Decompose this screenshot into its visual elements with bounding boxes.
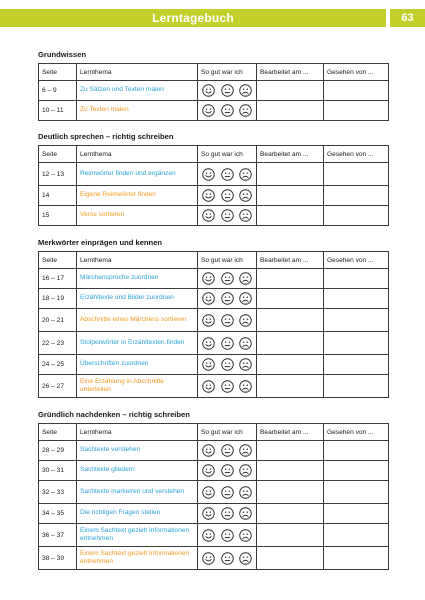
mood-rating [201,189,253,202]
pages-cell: 18 – 19 [39,289,77,309]
sad-face-icon[interactable] [239,529,252,542]
topic-link[interactable]: Zu Texten malen [80,106,129,114]
table-row [39,289,389,309]
section-title: Gründlich nachdenken – richtig schreiben [38,410,190,419]
topic-link[interactable]: Sachtexte verstehen [80,446,141,454]
header-topic: Lernthema [77,64,198,81]
table-row [39,481,389,504]
seen-by-cell[interactable] [324,332,389,355]
topic-link[interactable]: Verse sortieren [80,211,125,219]
seen-by-cell[interactable] [324,547,389,570]
mood-cell [198,101,257,121]
section-title: Deutlich sprechen – richtig schreiben [38,132,174,141]
header-mood: So gut war ich [198,64,257,81]
learning-log-table [38,423,389,570]
topic-link[interactable]: Überschriften zuordnen [80,360,149,368]
pages-cell: 14 [39,186,77,206]
mood-cell [198,186,257,206]
mood-cell [198,461,257,481]
seen-by-cell[interactable] [324,524,389,547]
table-row [39,309,389,332]
topic-link[interactable]: Sachtexte markieren und verstehen [80,487,185,495]
sad-face-icon[interactable] [239,358,252,371]
mood-rating [201,444,253,457]
neutral-face-icon[interactable] [221,358,234,371]
table-row [39,504,389,524]
happy-face-icon[interactable] [202,380,215,393]
topic-link[interactable]: Reimwörter finden und ergänzen [80,169,176,177]
mood-cell [198,355,257,375]
section-title: Merkwörter einprägen und kennen [38,238,163,247]
done-date-cell[interactable] [257,355,324,375]
table-header-row [39,146,389,163]
table-row [39,441,389,461]
pages-cell: 34 – 35 [39,504,77,524]
mood-rating [201,380,253,393]
done-date-cell[interactable] [257,81,324,101]
pages-cell: 24 – 25 [39,355,77,375]
happy-face-icon[interactable] [202,292,215,305]
table-row [39,524,389,547]
mood-rating [201,464,253,477]
header-seen-by: Gesehen von ... [324,424,389,441]
pages-cell: 28 – 29 [39,441,77,461]
topic-cell [77,547,198,570]
done-date-cell[interactable] [257,547,324,570]
mood-rating [201,337,253,350]
section-block [38,238,388,398]
seen-by-cell[interactable] [324,206,389,226]
pages-cell: 22 – 23 [39,332,77,355]
mood-cell [198,206,257,226]
seen-by-cell[interactable] [324,461,389,481]
done-date-cell[interactable] [257,441,324,461]
mood-rating [201,84,253,97]
done-date-cell[interactable] [257,375,324,398]
header-seen-by: Gesehen von ... [324,252,389,269]
sad-face-icon[interactable] [239,552,252,565]
neutral-face-icon[interactable] [221,337,234,350]
seen-by-cell[interactable] [324,375,389,398]
seen-by-cell[interactable] [324,101,389,121]
seen-by-cell[interactable] [324,309,389,332]
happy-face-icon[interactable] [202,189,215,202]
neutral-face-icon[interactable] [221,529,234,542]
page-number: 63 [401,12,414,24]
topic-cell [77,461,198,481]
topic-link[interactable]: Zu Sätzen und Texten malen [80,86,164,94]
table-header-row [39,424,389,441]
pages-cell: 36 – 37 [39,524,77,547]
learning-log-table [38,145,389,226]
seen-by-cell[interactable] [324,504,389,524]
neutral-face-icon[interactable] [221,464,234,477]
header-done-date: Bearbeitet am ... [257,424,324,441]
seen-by-cell[interactable] [324,355,389,375]
neutral-face-icon[interactable] [221,507,234,520]
sad-face-icon[interactable] [239,337,252,350]
topic-cell [77,81,198,101]
sad-face-icon[interactable] [239,444,252,457]
neutral-face-icon[interactable] [221,104,234,117]
done-date-cell[interactable] [257,504,324,524]
topic-link[interactable]: Erzähltexte und Bilder zuordnen [80,294,174,302]
page-number-box [390,9,425,27]
topic-link[interactable]: Eigene Reimwörter finden [80,191,156,199]
sad-face-icon[interactable] [239,209,252,222]
header-topic: Lernthema [77,424,198,441]
neutral-face-icon[interactable] [221,486,234,499]
page-header [0,9,425,27]
neutral-face-icon[interactable] [221,444,234,457]
mood-rating [201,209,253,222]
happy-face-icon[interactable] [202,444,215,457]
topic-link[interactable]: Die richtigen Fragen stellen [80,509,161,517]
done-date-cell[interactable] [257,524,324,547]
pages-cell: 30 – 31 [39,461,77,481]
mood-cell [198,289,257,309]
done-date-cell[interactable] [257,101,324,121]
table-row [39,101,389,121]
mood-cell [198,504,257,524]
topic-link[interactable]: Stolperwörter in Erzähltexten finden [80,338,185,346]
section-block [38,132,388,226]
mood-cell [198,441,257,461]
neutral-face-icon[interactable] [221,209,234,222]
table-header-row [39,252,389,269]
section-block [38,50,388,121]
table-row [39,206,389,226]
seen-by-cell[interactable] [324,289,389,309]
header-title-bar [0,9,386,27]
seen-by-cell[interactable] [324,269,389,289]
mood-rating [201,314,253,327]
topic-link[interactable]: Einem Sachtext gezielt Informationen entnehmen [80,549,190,565]
mood-cell [198,332,257,355]
page-title: Lerntagebuch [152,11,234,25]
topic-link[interactable]: Eine Erzählung in Abschnitte unterteilen [80,377,164,393]
mood-rating [201,168,253,181]
done-date-cell[interactable] [257,186,324,206]
pages-cell: 10 – 11 [39,101,77,121]
happy-face-icon[interactable] [202,337,215,350]
topic-link[interactable]: Märchensprüche zuordnen [80,274,159,282]
sad-face-icon[interactable] [239,292,252,305]
learning-log-table [38,251,389,398]
mood-cell [198,547,257,570]
table-row [39,547,389,570]
topic-link[interactable]: Abschnitte eines Märchens sortieren [80,315,187,323]
done-date-cell[interactable] [257,269,324,289]
section-block [38,410,388,570]
header-pages: Seite [39,424,77,441]
happy-face-icon[interactable] [202,507,215,520]
happy-face-icon[interactable] [202,552,215,565]
seen-by-cell[interactable] [324,441,389,461]
topic-cell [77,289,198,309]
pages-cell: 20 – 21 [39,309,77,332]
topic-cell [77,186,198,206]
mood-cell [198,524,257,547]
mood-rating [201,292,253,305]
happy-face-icon[interactable] [202,464,215,477]
neutral-face-icon[interactable] [221,314,234,327]
mood-rating [201,529,253,542]
neutral-face-icon[interactable] [221,380,234,393]
happy-face-icon[interactable] [202,486,215,499]
happy-face-icon[interactable] [202,529,215,542]
topic-cell [77,269,198,289]
header-topic: Lernthema [77,252,198,269]
mood-rating [201,104,253,117]
done-date-cell[interactable] [257,332,324,355]
pages-cell: 15 [39,206,77,226]
topic-cell [77,481,198,504]
table-row [39,355,389,375]
topic-cell [77,375,198,398]
done-date-cell[interactable] [257,206,324,226]
neutral-face-icon[interactable] [221,272,234,285]
sad-face-icon[interactable] [239,272,252,285]
neutral-face-icon[interactable] [221,84,234,97]
table-row [39,375,389,398]
sad-face-icon[interactable] [239,486,252,499]
pages-cell: 12 – 13 [39,163,77,186]
topic-cell [77,524,198,547]
table-row [39,163,389,186]
topic-cell [77,355,198,375]
header-mood: So gut war ich [198,146,257,163]
table-row [39,269,389,289]
mood-cell [198,481,257,504]
happy-face-icon[interactable] [202,84,215,97]
happy-face-icon[interactable] [202,314,215,327]
header-pages: Seite [39,146,77,163]
sad-face-icon[interactable] [239,168,252,181]
topic-link[interactable]: Einem Sachtext gezielt Informationen entnehmen [80,526,190,542]
header-done-date: Bearbeitet am ... [257,64,324,81]
sad-face-icon[interactable] [239,314,252,327]
header-topic: Lernthema [77,146,198,163]
seen-by-cell[interactable] [324,481,389,504]
sad-face-icon[interactable] [239,84,252,97]
pages-cell: 38 – 39 [39,547,77,570]
topic-cell [77,101,198,121]
done-date-cell[interactable] [257,461,324,481]
done-date-cell[interactable] [257,289,324,309]
topic-link[interactable]: Sachtexte gliedern [80,466,135,474]
seen-by-cell[interactable] [324,163,389,186]
header-mood: So gut war ich [198,424,257,441]
table-row [39,461,389,481]
neutral-face-icon[interactable] [221,189,234,202]
done-date-cell[interactable] [257,309,324,332]
header-mood: So gut war ich [198,252,257,269]
mood-cell [198,269,257,289]
header-seen-by: Gesehen von ... [324,146,389,163]
neutral-face-icon[interactable] [221,552,234,565]
done-date-cell[interactable] [257,163,324,186]
happy-face-icon[interactable] [202,358,215,371]
header-pages: Seite [39,64,77,81]
header-done-date: Bearbeitet am ... [257,146,324,163]
mood-cell [198,81,257,101]
table-row [39,186,389,206]
topic-cell [77,206,198,226]
section-title: Grundwissen [38,50,87,59]
table-row [39,332,389,355]
mood-rating [201,507,253,520]
done-date-cell[interactable] [257,481,324,504]
neutral-face-icon[interactable] [221,168,234,181]
happy-face-icon[interactable] [202,104,215,117]
table-header-row [39,64,389,81]
topic-cell [77,309,198,332]
sad-face-icon[interactable] [239,507,252,520]
mood-cell [198,309,257,332]
mood-rating [201,272,253,285]
sad-face-icon[interactable] [239,189,252,202]
sad-face-icon[interactable] [239,104,252,117]
seen-by-cell[interactable] [324,186,389,206]
learning-log-table [38,63,389,121]
topic-cell [77,504,198,524]
pages-cell: 16 – 17 [39,269,77,289]
sad-face-icon[interactable] [239,380,252,393]
header-seen-by: Gesehen von ... [324,64,389,81]
pages-cell: 26 – 27 [39,375,77,398]
happy-face-icon[interactable] [202,209,215,222]
seen-by-cell[interactable] [324,81,389,101]
sad-face-icon[interactable] [239,464,252,477]
topic-cell [77,441,198,461]
mood-cell [198,163,257,186]
header-pages: Seite [39,252,77,269]
happy-face-icon[interactable] [202,272,215,285]
topic-cell [77,332,198,355]
mood-rating [201,358,253,371]
mood-rating [201,552,253,565]
happy-face-icon[interactable] [202,168,215,181]
header-done-date: Bearbeitet am ... [257,252,324,269]
pages-cell: 6 – 9 [39,81,77,101]
mood-rating [201,486,253,499]
topic-cell [77,163,198,186]
neutral-face-icon[interactable] [221,292,234,305]
table-row [39,81,389,101]
mood-cell [198,375,257,398]
pages-cell: 32 – 33 [39,481,77,504]
